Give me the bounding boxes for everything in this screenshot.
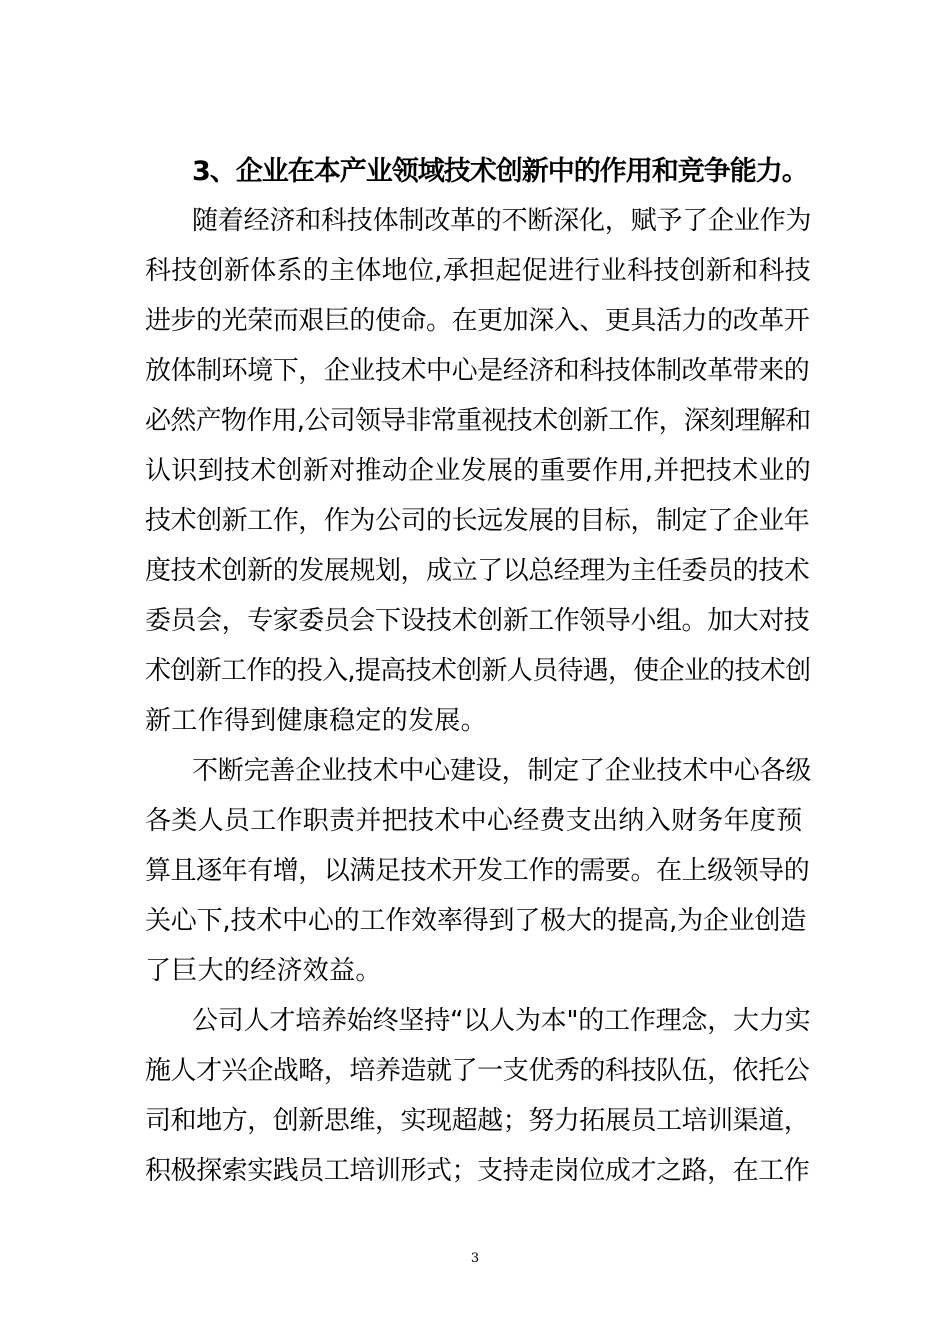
paragraph-line: 各类人员工作职责并把技术中心经费支出纳入财务年度预 [145, 806, 803, 836]
paragraph-line: 关心下,技术中心的工作效率得到了极大的提高,为企业创造 [145, 906, 807, 936]
paragraph-line: 施人才兴企战略，培养造就了一支优秀的科技队伍，依托公 [145, 1056, 810, 1086]
paragraph-line: 技术创新工作，作为公司的长远发展的目标，制定了企业年 [145, 506, 810, 536]
section-heading: 3、企业在本产业领域技术创新中的作用和竞争能力。 [192, 156, 808, 187]
paragraph-line: 术创新工作的投入,提高技术创新人员待遇，使企业的技术创 [145, 656, 811, 686]
paragraph-line: 度技术创新的发展规划，成立了以总经理为主任委员的技术 [145, 556, 810, 586]
page-number: 3 [470, 1251, 480, 1266]
paragraph-line: 认识到技术创新对推动企业发展的重要作用,并把技术业的 [145, 456, 812, 486]
paragraph-line: 进步的光荣而艰巨的使命。在更加深入、更具活力的改革开 [145, 306, 810, 336]
paragraph-line: 科技创新体系的主体地位,承担起促进行业科技创新和科技 [145, 256, 812, 286]
paragraph-line: 积极探索实践员工培训形式；支持走岗位成才之路，在工作 [145, 1156, 810, 1186]
paragraph-line: 必然产物作用,公司领导非常重视技术创新工作，深刻理解和 [145, 406, 811, 436]
paragraph-line: 委员会，专家委员会下设技术创新工作领导小组。加大对技 [145, 606, 810, 636]
paragraph-line: 放体制环境下，企业技术中心是经济和科技体制改革带来的 [145, 356, 810, 386]
paragraph-line: 公司人才培养始终坚持“以人为本"的工作理念，大力实 [192, 1006, 811, 1036]
paragraph-line: 随着经济和科技体制改革的不断深化，赋予了企业作为 [192, 206, 812, 236]
paragraph-line: 了巨大的经济效益。 [145, 956, 382, 986]
paragraph-line: 司和地方，创新思维，实现超越；努力拓展员工培训渠道， [145, 1106, 810, 1136]
paragraph-line: 不断完善企业技术中心建设，制定了企业技术中心各级 [192, 756, 812, 786]
paragraph-line: 算且逐年有增，以满足技术开发工作的需要。在上级领导的 [145, 856, 810, 886]
paragraph-line: 新工作得到健康稳定的发展。 [145, 706, 487, 736]
